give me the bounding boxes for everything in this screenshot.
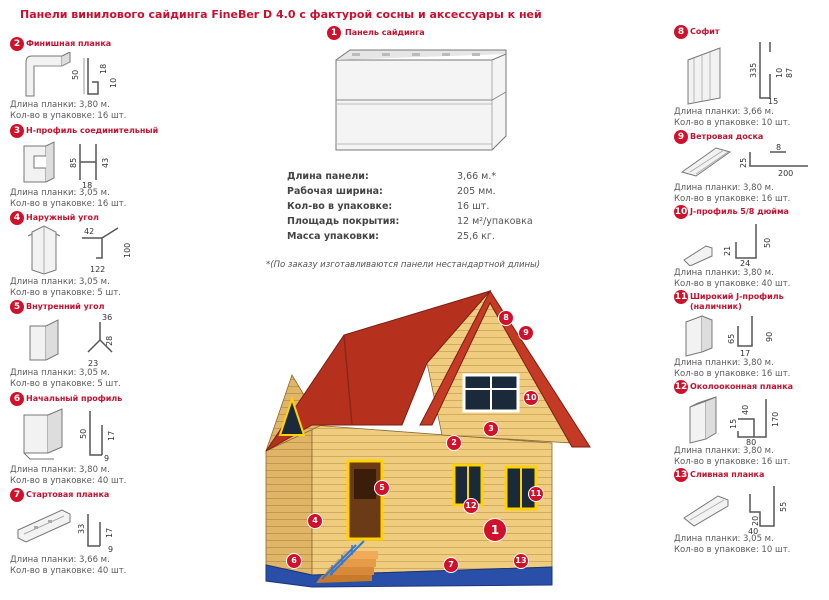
badge-13: 13 bbox=[674, 470, 688, 480]
dim-3c: 18 bbox=[82, 181, 93, 188]
siding-panel-drawing bbox=[322, 40, 512, 165]
dim-9a: 8 bbox=[776, 143, 782, 152]
house-marker-1: 1 bbox=[483, 518, 507, 542]
dim-9b: 25 bbox=[739, 157, 748, 168]
product-title-8: Софит bbox=[690, 27, 720, 36]
house-marker-3: 3 bbox=[483, 421, 499, 437]
soffit-drawing bbox=[680, 38, 820, 106]
badge-8: 8 bbox=[674, 25, 688, 39]
house-marker-11: 11 bbox=[528, 486, 544, 502]
dim-9c: 200 bbox=[778, 169, 794, 178]
finishing-strip-drawing bbox=[18, 52, 128, 100]
product-title-2: Финишная планка bbox=[26, 39, 112, 48]
page-title: Панели винилового сайдинга FineBer D 4.0 с фактурой сосны и аксессуары к ней bbox=[20, 8, 542, 21]
product-length-7: Длина планки: 3,66 м. bbox=[10, 555, 110, 565]
product-length-6: Длина планки: 3,80 м. bbox=[10, 465, 110, 475]
house-marker-7: 7 bbox=[443, 557, 459, 573]
dim-13b: 20 bbox=[751, 515, 760, 526]
product-length-8: Длина планки: 3,66 м. bbox=[674, 107, 774, 117]
badge-4: 4 bbox=[10, 211, 24, 225]
dim-4a: 42 bbox=[84, 227, 95, 236]
h-profile-drawing bbox=[18, 138, 128, 188]
dim-8a: 335 bbox=[749, 62, 758, 78]
product-title-12: Околооконная планка bbox=[690, 382, 794, 391]
product-length-9: Длина планки: 3,80 м. bbox=[674, 183, 774, 193]
wind-board-drawing bbox=[676, 142, 816, 182]
dim-3a: 85 bbox=[69, 157, 78, 168]
product-length-3: Длина планки: 3,05 м. bbox=[10, 188, 110, 198]
dim-8d: 15 bbox=[768, 97, 779, 106]
dim-6a: 50 bbox=[79, 428, 88, 439]
product-subtitle-11: (наличник) bbox=[690, 302, 742, 311]
product-qty-9: Кол-во в упаковке: 16 шт. bbox=[674, 194, 791, 204]
dim-2c: 10 bbox=[109, 77, 118, 88]
spec-value-width: 205 мм. bbox=[457, 186, 496, 197]
dim-12a: 40 bbox=[741, 404, 750, 415]
product-length-2: Длина планки: 3,80 м. bbox=[10, 100, 110, 110]
badge-7: 7 bbox=[10, 488, 24, 502]
badge-10: 10 bbox=[674, 207, 688, 217]
spec-value-length: 3,66 м.* bbox=[457, 171, 497, 182]
product-qty-7: Кол-во в упаковке: 40 шт. bbox=[10, 566, 127, 576]
spec-value-area: 12 м²/упаковка bbox=[457, 216, 533, 227]
spec-value-mass: 25,6 кг. bbox=[457, 231, 495, 242]
product-length-5: Длина планки: 3,05 м. bbox=[10, 368, 110, 378]
spec-value-pack: 16 шт. bbox=[457, 201, 490, 212]
dim-4b: 100 bbox=[123, 242, 132, 258]
wide-j-profile-drawing bbox=[676, 312, 816, 358]
product-length-12: Длина планки: 3,80 м. bbox=[674, 446, 774, 456]
drip-strip-drawing bbox=[676, 482, 816, 534]
dim-7a: 33 bbox=[77, 523, 86, 534]
product-qty-6: Кол-во в упаковке: 40 шт. bbox=[10, 476, 127, 486]
window-trim-drawing bbox=[676, 393, 816, 445]
spec-label-area: Площадь покрытия: bbox=[287, 216, 400, 227]
dim-10c: 24 bbox=[740, 259, 751, 266]
dim-8b: 87 bbox=[785, 67, 794, 78]
main-panel-title: Панель сайдинга bbox=[345, 28, 425, 37]
product-title-6: Начальный профиль bbox=[26, 394, 123, 403]
starter-strip-drawing bbox=[14, 502, 134, 554]
product-title-13: Сливная планка bbox=[690, 470, 765, 479]
j-profile-drawing bbox=[676, 218, 816, 266]
badge-12: 12 bbox=[674, 382, 688, 392]
house-illustration bbox=[252, 275, 592, 595]
product-length-11: Длина планки: 3,80 м. bbox=[674, 358, 774, 368]
product-qty-11: Кол-во в упаковке: 16 шт. bbox=[674, 369, 791, 379]
product-title-4: Наружный угол bbox=[26, 213, 99, 222]
dim-4c: 122 bbox=[90, 265, 106, 274]
dim-13c: 40 bbox=[748, 527, 759, 534]
starting-profile-drawing bbox=[18, 405, 128, 463]
dim-12d: 80 bbox=[746, 438, 757, 445]
product-title-7: Стартовая планка bbox=[26, 490, 110, 499]
product-title-11: Широкий J-профиль bbox=[690, 292, 784, 301]
dim-6c: 9 bbox=[104, 454, 110, 463]
badge-5: 5 bbox=[10, 300, 24, 314]
dim-11b: 90 bbox=[765, 331, 774, 342]
product-length-4: Длина планки: 3,05 м. bbox=[10, 277, 110, 287]
badge-3: 3 bbox=[10, 124, 24, 138]
product-qty-4: Кол-во в упаковке: 5 шт. bbox=[10, 288, 121, 298]
dim-11a: 65 bbox=[727, 333, 736, 344]
outer-corner-drawing bbox=[18, 224, 138, 276]
product-qty-3: Кол-во в упаковке: 16 шт. bbox=[10, 199, 127, 209]
spec-label-mass: Масса упаковки: bbox=[287, 231, 379, 242]
custom-length-note: *(По заказу изготавливаются панели нестандартной длины) bbox=[266, 260, 541, 270]
dim-2b: 18 bbox=[99, 63, 108, 74]
house-marker-12: 12 bbox=[463, 498, 479, 514]
dim-12b: 170 bbox=[771, 411, 780, 427]
product-title-10: J-профиль 5/8 дюйма bbox=[690, 207, 789, 216]
house-marker-9: 9 bbox=[518, 325, 534, 341]
product-qty-10: Кол-во в упаковке: 40 шт. bbox=[674, 279, 791, 289]
dim-6b: 17 bbox=[107, 430, 116, 441]
dim-11c: 17 bbox=[740, 349, 751, 358]
dim-10a: 21 bbox=[723, 245, 732, 256]
badge-11: 11 bbox=[674, 292, 688, 302]
house-marker-6: 6 bbox=[286, 553, 302, 569]
house-marker-5: 5 bbox=[374, 480, 390, 496]
dim-5a: 36 bbox=[102, 313, 113, 322]
product-title-3: Н-профиль соединительный bbox=[26, 126, 159, 135]
spec-label-width: Рабочая ширина: bbox=[287, 186, 383, 197]
dim-3b: 43 bbox=[101, 157, 110, 168]
product-qty-2: Кол-во в упаковке: 16 шт. bbox=[10, 111, 127, 121]
dim-5c: 23 bbox=[88, 359, 99, 368]
badge-1: 1 bbox=[327, 26, 341, 40]
product-qty-8: Кол-во в упаковке: 10 шт. bbox=[674, 118, 791, 128]
dim-7c: 9 bbox=[108, 545, 114, 554]
dim-10b: 50 bbox=[763, 237, 772, 248]
product-qty-5: Кол-во в упаковке: 5 шт. bbox=[10, 379, 121, 389]
spec-label-length: Длина панели: bbox=[287, 171, 369, 182]
house-marker-4: 4 bbox=[307, 513, 323, 529]
badge-6: 6 bbox=[10, 392, 24, 406]
product-length-13: Длина планки: 3,05 м. bbox=[674, 534, 774, 544]
dim-7b: 17 bbox=[105, 527, 114, 538]
product-title-5: Внутренний угол bbox=[26, 302, 105, 311]
house-marker-2: 2 bbox=[446, 435, 462, 451]
house-marker-10: 10 bbox=[523, 390, 539, 406]
house-marker-13: 13 bbox=[513, 553, 529, 569]
product-qty-13: Кол-во в упаковке: 10 шт. bbox=[674, 545, 791, 555]
dim-2a: 50 bbox=[71, 69, 80, 80]
product-length-10: Длина планки: 3,80 м. bbox=[674, 268, 774, 278]
product-title-9: Ветровая доска bbox=[690, 132, 764, 141]
dim-8c: 10 bbox=[775, 67, 784, 78]
house-marker-8: 8 bbox=[498, 310, 514, 326]
product-qty-12: Кол-во в упаковке: 16 шт. bbox=[674, 457, 791, 467]
inner-corner-drawing bbox=[18, 312, 128, 368]
badge-2: 2 bbox=[10, 37, 24, 51]
dim-5b: 28 bbox=[105, 335, 114, 346]
badge-9: 9 bbox=[674, 130, 688, 144]
dim-12c: 15 bbox=[729, 418, 738, 429]
spec-label-pack: Кол-во в упаковке: bbox=[287, 201, 393, 212]
dim-13a: 55 bbox=[779, 501, 788, 512]
